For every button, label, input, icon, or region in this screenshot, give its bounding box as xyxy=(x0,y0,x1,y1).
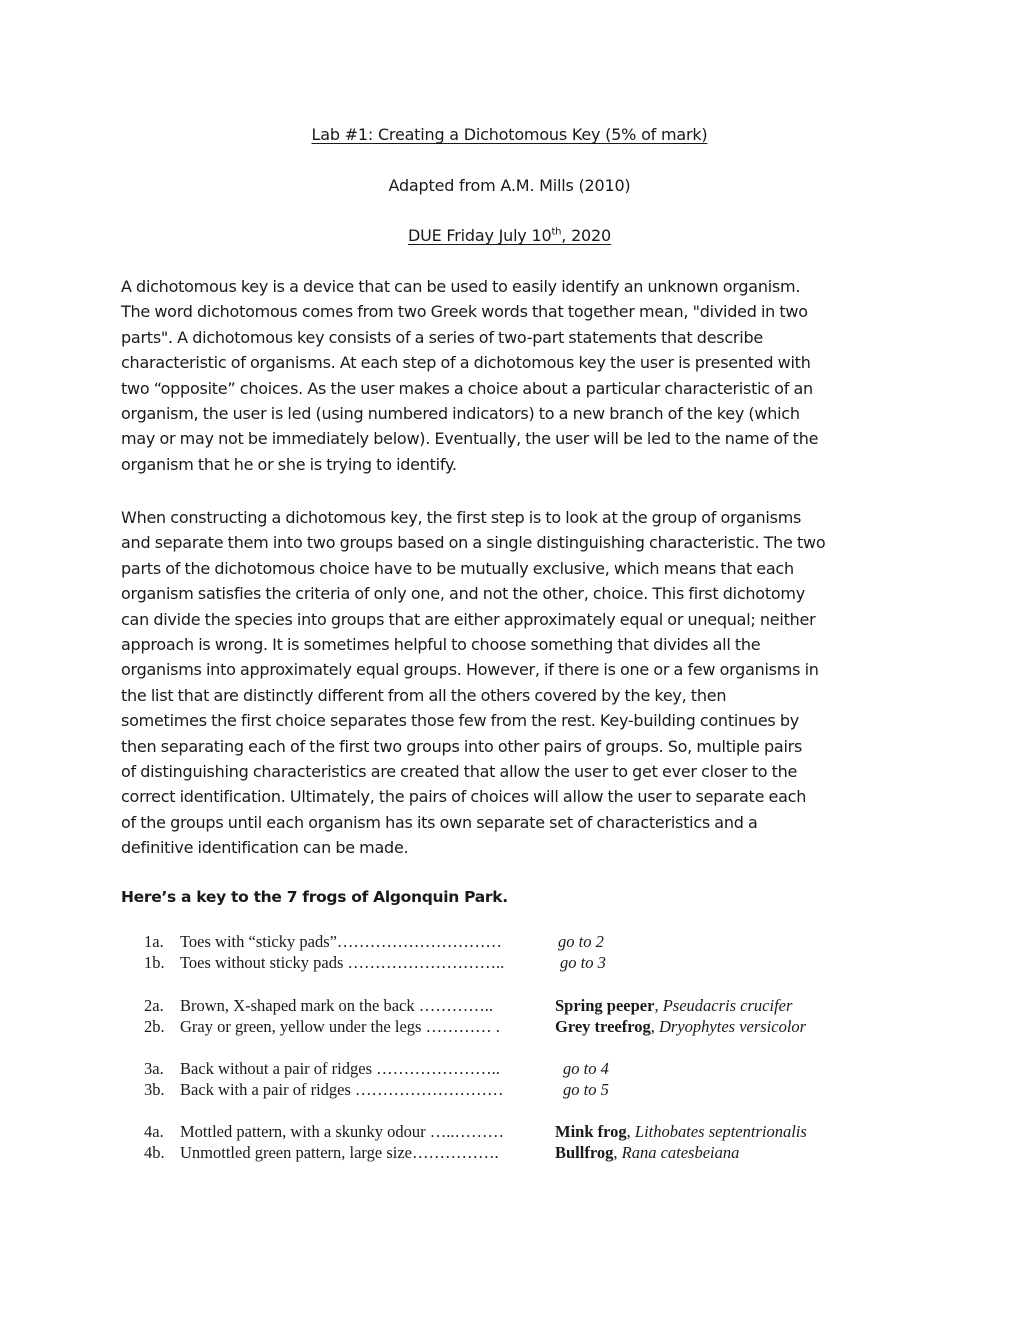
key-description: Brown, X-shaped mark on the back ………….. xyxy=(180,996,493,1015)
paragraph-line: organisms into approximately equal groups. However, if there is one or a few organisms in xyxy=(121,660,819,680)
key-row xyxy=(0,1143,1019,1165)
paragraph-line: characteristic of organisms. At each step of a dichotomous key the user is presented with xyxy=(121,353,811,373)
key-number: 2b. xyxy=(144,1017,165,1036)
paragraph-line: organism satisfies the criteria of only one, and not the other, choice. This first dichotomy xyxy=(121,584,805,604)
paragraph-line: the list that are distinctly different from all the others covered by the key, then xyxy=(121,685,727,705)
key-row xyxy=(0,1080,1019,1102)
lab-title: Lab #1: Creating a Dichotomous Key (5% of mark) xyxy=(311,125,708,144)
paragraph-line: and separate them into two groups based on a single distinguishing characteristic. The two xyxy=(121,533,826,553)
key-goto: go to 2 xyxy=(558,932,604,951)
adapted-from: Adapted from A.M. Mills (2010) xyxy=(388,176,631,195)
key-row xyxy=(0,996,1019,1018)
key-description: Toes without sticky pads ……………………….. xyxy=(180,953,505,972)
scientific-name: Pseudacris crucifer xyxy=(662,996,793,1015)
paragraph-line: can divide the species into groups that are either approximately equal or unequal; neither xyxy=(121,609,816,629)
paragraph-line: of distinguishing characteristics are created that allow the user to get ever closer to the xyxy=(121,762,798,782)
paragraph-line: of the groups until each organism has its own separate set of characteristics and a xyxy=(121,812,758,832)
paragraph-line: organism that he or she is trying to identify. xyxy=(121,454,457,474)
paragraph-line: The word dichotomous comes from two Greek words that together mean, "divided in two xyxy=(121,302,808,322)
common-name: Bullfrog xyxy=(555,1143,614,1162)
intro-paragraph xyxy=(121,274,911,477)
due-date: DUE Friday July 10th, 2020 xyxy=(408,226,611,245)
paragraph-line: then separating each of the first two groups into other pairs of groups. So, multiple pairs xyxy=(121,736,803,756)
key-number: 2a. xyxy=(144,996,164,1015)
key-row xyxy=(0,932,1019,954)
paragraph-line: correct identification. Ultimately, the pairs of choices will allow the user to separate each xyxy=(121,787,807,807)
key-goto: go to 4 xyxy=(563,1059,609,1078)
key-goto: go to 5 xyxy=(563,1080,609,1099)
key-result: Grey treefrog, Dryophytes versicolor xyxy=(555,1017,807,1036)
paragraph-line: two “opposite” choices. As the user makes a choice about a particular characteristic of an xyxy=(121,378,813,398)
key-row xyxy=(0,1059,1019,1081)
key-description: Unmottled green pattern, large size……………. xyxy=(180,1143,499,1162)
paragraph-line: definitive identification can be made. xyxy=(121,838,409,858)
key-description: Back without a pair of ridges ………………….. xyxy=(180,1059,500,1078)
scientific-name: Lithobates septentrionalis xyxy=(634,1122,807,1141)
key-description: Mottled pattern, with a skunky odour …..……… xyxy=(180,1122,505,1141)
key-heading: Here’s a key to the 7 frogs of Algonquin Park. xyxy=(121,888,508,906)
key-number: 4a. xyxy=(144,1122,164,1141)
key-row xyxy=(0,1017,1019,1039)
key-number: 1a. xyxy=(144,932,164,951)
paragraph-line: A dichotomous key is a device that can be used to easily identify an unknown organism. xyxy=(121,277,801,296)
key-goto: go to 3 xyxy=(560,953,606,972)
key-description: Toes with “sticky pads”………………………… xyxy=(180,932,502,951)
common-name: Grey treefrog xyxy=(555,1017,651,1036)
paragraph-line: organism, the user is led (using numbered indicators) to a new branch of the key (which xyxy=(121,404,800,424)
key-result: Spring peeper, Pseudacris crucifer xyxy=(555,996,793,1015)
paragraph-line: parts of the dichotomous choice have to be mutually exclusive, which means that each xyxy=(121,558,794,578)
common-name: Spring peeper xyxy=(555,996,655,1015)
scientific-name: Dryophytes versicolor xyxy=(659,1017,807,1036)
key-result: Bullfrog, Rana catesbeiana xyxy=(555,1143,740,1162)
construction-paragraph xyxy=(121,505,911,861)
scientific-name: Rana catesbeiana xyxy=(621,1143,740,1162)
paragraph-line: parts". A dichotomous key consists of a series of two-part statements that describe xyxy=(121,327,763,347)
common-name: Mink frog xyxy=(555,1122,627,1141)
key-row xyxy=(0,953,1019,975)
paragraph-line: may or may not be immediately below). Eventually, the user will be led to the name of the xyxy=(121,429,819,449)
paragraph-line: sometimes the first choice separates those few from the rest. Key-building continues by xyxy=(121,711,799,731)
key-number: 3b. xyxy=(144,1080,165,1099)
key-result: Mink frog, Lithobates septentrionalis xyxy=(555,1122,807,1141)
key-row xyxy=(0,1122,1019,1144)
key-description: Back with a pair of ridges ……………………… xyxy=(180,1080,504,1099)
paragraph-line: When constructing a dichotomous key, the first step is to look at the group of organisms xyxy=(121,508,802,527)
key-number: 1b. xyxy=(144,953,165,972)
paragraph-line: approach is wrong. It is sometimes helpful to choose something that divides all the xyxy=(121,635,761,655)
key-description: Gray or green, yellow under the legs ………… . xyxy=(180,1017,500,1036)
key-number: 4b. xyxy=(144,1143,165,1162)
key-number: 3a. xyxy=(144,1059,164,1078)
